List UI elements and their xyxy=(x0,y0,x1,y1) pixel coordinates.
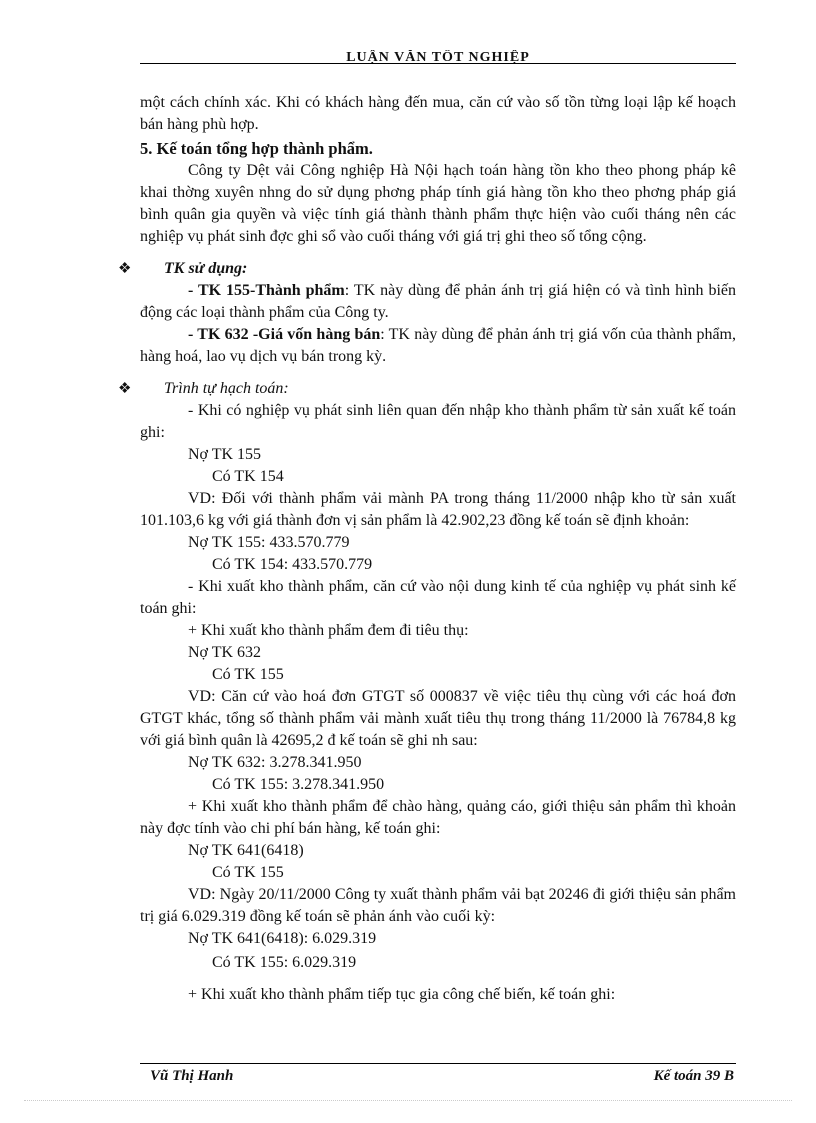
entry-credit: Có TK 155 xyxy=(212,666,284,683)
paragraph-example-1: VD: Đối với thành phẩm vải mành PA trong tháng 11/2000 nhập kho từ sản xuất 101.103,6 kg với giá thành đơn vị sản phẩm là 42.902,23 đồng kế toán sẽ định khoản: xyxy=(140,490,736,529)
diamond-bullet-icon: ❖ xyxy=(118,381,132,397)
tk155-label: - TK 155-Thành phẩm xyxy=(188,282,345,299)
bullet-label: Trình tự hạch toán: xyxy=(164,380,289,397)
entry-debit: Nợ TK 641(6418): 6.029.319 xyxy=(188,930,377,947)
section-heading: 5. Kế toán tổng hợp thành phẩm. xyxy=(140,139,373,158)
paragraph-example-2: VD: Căn cứ vào hoá đơn GTGT số 000837 về việc tiêu thụ cùng với các hoá đơn GTGT khác, tổng số thành phẩm vải mành xuất tiêu thụ trong tháng 11/2000 là 76784,8 kg với giá bình quân là 42695,2 đ kế toán sẽ ghi nh sau: xyxy=(140,688,736,749)
entry-debit: Nợ TK 641(6418) xyxy=(188,842,304,859)
paragraph-export: - Khi xuất kho thành phẩm, căn cứ vào nội dung kinh tế của nghiệp vụ phát sinh kế toán ghi: xyxy=(140,578,736,617)
tk632-desc: : TK này dùng để phản ánh trị giá vốn của thành phẩm, hàng hoá, lao vụ dịch vụ bán trong kỳ. xyxy=(140,326,737,365)
entry-credit: Có TK 155: 6.029.319 xyxy=(212,954,357,971)
diamond-bullet-icon: ❖ xyxy=(118,261,132,277)
footer-author: Vũ Thị Hanh xyxy=(150,1068,234,1084)
header-rule xyxy=(140,63,736,64)
entry-credit: Có TK 155: 3.278.341.950 xyxy=(212,776,385,793)
entry-debit: Nợ TK 155: 433.570.779 xyxy=(188,534,350,551)
paragraph-intro: một cách chính xác. Khi có khách hàng đến mua, căn cứ vào số tồn từng loại lập kế hoạch bán hàng phù hợp. xyxy=(140,94,736,133)
page-content xyxy=(118,92,737,1006)
paragraph-export-promo: + Khi xuất kho thành phẩm để chào hàng, quảng cáo, giới thiệu sản phẩm thì khoản này đợc tính vào chi phí bán hàng, kế toán ghi: xyxy=(140,798,736,837)
entry-credit: Có TK 154 xyxy=(212,468,284,485)
footer-class: Kế toán 39 B xyxy=(653,1068,734,1084)
tk632-label: - TK 632 -Giá vốn hàng bán xyxy=(188,326,381,343)
paragraph-import: - Khi có nghiệp vụ phát sinh liên quan đến nhập kho thành phẩm từ sản xuất kế toán ghi: xyxy=(140,402,736,441)
entry-debit: Nợ TK 155 xyxy=(188,446,262,463)
entry-credit: Có TK 154: 433.570.779 xyxy=(212,556,373,573)
entry-debit: Nợ TK 632: 3.278.341.950 xyxy=(188,754,362,771)
paragraph-export-processing: + Khi xuất kho thành phẩm tiếp tục gia công chế biến, kế toán ghi: xyxy=(188,986,616,1003)
paragraph-tk155 xyxy=(140,280,736,324)
paragraph-method: Công ty Dệt vải Công nghiệp Hà Nội hạch toán hàng tồn kho theo phong pháp kê khai thờng xuyên nhng do sử dụng phơng pháp tính giá hàng tồn kho theo phơng pháp giá bình quân gia quyền và việc tính giá thành thành phẩm thực hiện vào cuối tháng nên các nghiệp vụ phát sinh đợc ghi sổ vào cuối tháng với giá trị ghi theo số tổng cộng. xyxy=(140,162,736,245)
page-edge xyxy=(24,1100,792,1101)
header-title: LUẬN VĂN TỐT NGHIỆP xyxy=(346,50,530,63)
paragraph-example-3: VD: Ngày 20/11/2000 Công ty xuất thành phẩm vải bạt 20246 đi giới thiệu sản phẩm trị giá 6.029.319 đồng kế toán sẽ phản ánh vào cuối kỳ: xyxy=(140,886,736,925)
tk155-desc: : TK này dùng để phản ánh trị giá hiện có và tình hình biến động các loại thành phẩm của Công ty. xyxy=(140,282,736,321)
bullet-tk-used xyxy=(118,258,736,280)
entry-credit: Có TK 155 xyxy=(212,864,284,881)
paragraph-tk632 xyxy=(140,324,736,368)
bullet-label: TK sử dụng: xyxy=(164,260,248,277)
footer-rule xyxy=(140,1063,736,1064)
entry-debit: Nợ TK 632 xyxy=(188,644,262,661)
bullet-procedure xyxy=(118,378,736,400)
paragraph-export-sale: + Khi xuất kho thành phẩm đem đi tiêu thụ: xyxy=(188,622,469,639)
